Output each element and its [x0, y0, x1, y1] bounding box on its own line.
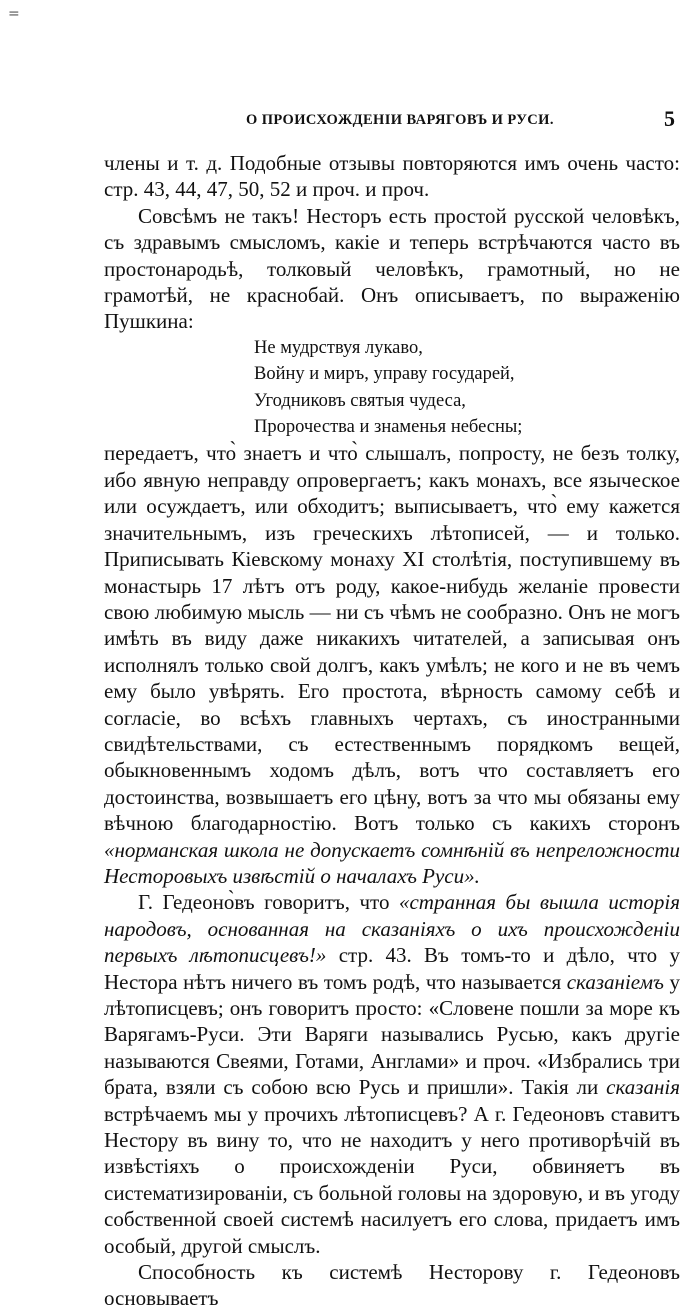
text-run: встрѣчаемъ мы у прочихъ лѣтописцевъ? А г. Гедеоновъ ставитъ Нестору въ вину то, что не находитъ у него противорѣчій въ извѣстіяхъ о происхожденіи Руси, обвиняетъ въ систематизированіи, съ больной головы на здоровую, и въ угоду собственной своей системѣ насилуетъ его слова, придаетъ имъ особый, другой смыслъ.: [104, 1101, 680, 1258]
paragraphs-after-verse: [104, 440, 680, 1311]
body-text: [104, 150, 680, 1312]
paragraph: [104, 203, 680, 335]
paragraph: [104, 440, 680, 889]
paragraph: [104, 889, 680, 1259]
running-title: О ПРОИСХОЖДЕНІИ ВАРЯГОВЪ И РУСИ.: [246, 112, 554, 128]
verse-line: Угодниковъ святыя чудеса,: [254, 390, 466, 411]
paragraphs-before-verse: [104, 150, 680, 335]
text-run: члены и т. д. Подобные отзывы повторяются имъ очень часто: стр. 43, 44, 47, 50, 52 и проч. и проч.: [104, 151, 680, 202]
text-run: передаетъ, что̀ знаетъ и что̀ слышалъ, попросту, не безъ толку, ибо явную неправду опровергаетъ; какъ монахъ, все языческое или осуждаетъ, или обходитъ; выписываетъ, что̀ ему кажется значительнымъ, изъ греческихъ лѣтописей, — и только. Приписывать Кіевскому монаху XI столѣтія, поступившему въ монастырь 17 лѣтъ отъ роду, какое-нибудь желаніе провести свою любимую мысль — ни съ чѣмъ не сообразно. Онъ не могъ имѣть въ виду даже никакихъ читателей, а записывая онъ исполнялъ только свой долгъ, какъ умѣлъ; не кого и не въ чемъ ему было увѣрять. Его простота, вѣрность самому себѣ и согласіе, во всѣхъ главныхъ чертахъ, съ иностранными свидѣтельствами, съ естественнымъ порядкомъ вещей, обыкновеннымъ ходомъ дѣлъ, вотъ что составляетъ его достоинства, возвышаетъ его цѣну, вотъ за что мы обязаны ему вѣчною благодарностію. Вотъ только съ какихъ сторонъ: [104, 441, 680, 836]
verse-line: Не мудрствуя лукаво,: [254, 337, 423, 358]
verse-line: Пророчества и знаменья небесны;: [254, 417, 523, 438]
text-run: Способность къ системѣ Несторову г. Гедеоновъ основываетъ: [104, 1260, 680, 1311]
corner-mark: =: [8, 6, 21, 22]
paragraph: [104, 1259, 680, 1312]
text-run: у лѣтописцевъ; онъ говоритъ просто: «Словене пошли за море къ Варягамъ-Руси. Эти Варяги назывались Русью, какъ другіе называются Свеями, Готами, Англами» и проч. «Избрались три брата, взяли съ собою всю Русь и пришли». Такія ли: [104, 969, 681, 1100]
text-run: Г. Гедеоно̀въ говоритъ, что: [138, 890, 399, 915]
verse-line: Войну и миръ, управу государей,: [254, 364, 515, 385]
page-number: 5: [664, 106, 675, 131]
italic-run: «норманская школа не допускаетъ сомнѣній въ непреложности Несторовыхъ извѣстій о началахъ Руси».: [104, 837, 680, 888]
paragraph: [104, 150, 680, 203]
italic-run: сказанія: [606, 1075, 680, 1100]
verse-quote: [104, 335, 680, 441]
text-run: стр. 43. Въ томъ-то и дѣло, что у Нестора нѣтъ ничего въ томъ родѣ, что называется: [104, 943, 680, 994]
italic-run: «странная бы вышла исторія народовъ, основанная на сказаніяхъ о ихъ происхожденіи первыхъ лѣтописцевъ!»: [104, 890, 681, 968]
italic-run: сказаніемъ: [566, 969, 664, 994]
text-run: Совсѣмъ не такъ! Несторъ есть простой русской человѣкъ, съ здравымъ смысломъ, какіе и теперь встрѣчаются часто въ простонародьѣ, толковый человѣкъ, грамотный, но не грамотѣй, не краснобай. Онъ описываетъ, по выраженію Пушкина:: [104, 203, 680, 334]
running-header: [0, 106, 692, 134]
